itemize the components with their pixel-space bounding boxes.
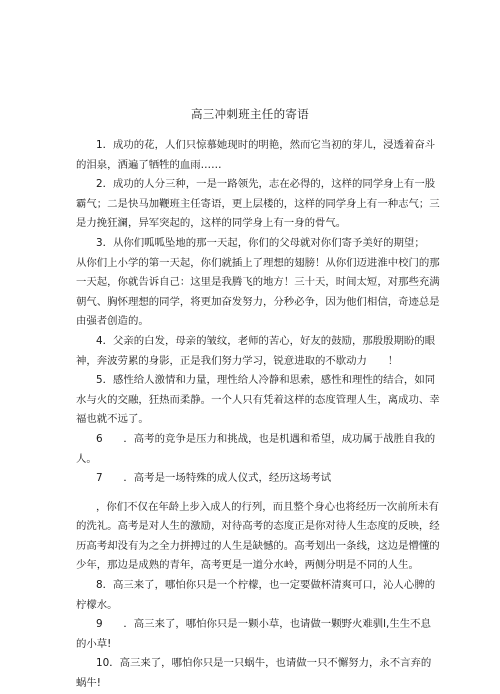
paragraph-9: 9 ．高三来了，哪怕你只是一颗小草，也请做一颗野火难驯l,生生不息的小草! xyxy=(76,618,431,650)
paragraph-10: 10．高三来了，哪怕你只是一只蜗牛，也请做一只不懈努力，永不言弃的蜗牛! xyxy=(76,657,432,690)
paragraph-3: 3．从你们呱呱坠地的那一天起，你们的父母就对你们寄予美好的期望； 从你们上小学的第一天起，你们就插上了理想的翅膀！从你们迈进淮中校门的那一天起，你就告诉自己：这里是我腾飞的地方！三十天，时间太短，对那些充满朝气、胸怀理想的同学，将更加奋发努力，分秒必争，因为他们相信，奇迹总是由强者创造的。 xyxy=(76,236,441,328)
document-body xyxy=(76,136,440,694)
paragraph-7-continued: ，你们不仅在年龄上步入成人的行列，而且整个身心也将经历一次前所未有的洗礼。高考是对人生的激励，对待高考的态度正是你对待人生态度的反映，经历高考却没有为之全力拼搏过的人生是缺憾的。高考划出一条线，这边是懵懂的少年，那边是成熟的青年，高考更是一道分水岭，两侧分明是不同的人生。 xyxy=(76,500,440,572)
document-title: 高三冲刺班主任的寄语 xyxy=(191,107,309,121)
paragraph-gap xyxy=(76,489,440,498)
paragraph-7: 7 ．高考是一场特殊的成人仪式，经历这场考试 xyxy=(96,472,332,485)
paragraph-5: 5．感性给人激情和力量，理性给人冷静和思索，感性和理性的结合，如同水与火的交融，狂热而柔静。一个人只有凭着这样的态度管理人生，离成功、幸福也就不远了。 xyxy=(76,374,440,426)
paragraph-2: 2．成功的人分三种，一是一路领先，志在必得的，这样的同学身上有一股霸气；二是快马加鞭班主任寄语，更上层楼的，这样的同学身上有一种志气；三是力挽狂澜，异军突起的，这样的同学身上有一身的骨气。 xyxy=(76,178,440,230)
paragraph-1: 1．成功的花，人们只惊慕她现时的明艳，然而它当初的芽儿，浸透着奋斗的泪泉，洒遍了牺牲的血雨…… xyxy=(76,139,436,171)
paragraph-8: 8．高三来了，哪怕你只是一个柠檬，也一定要做杯清爽可口，沁人心脾的柠檬水。 xyxy=(76,579,436,611)
paragraph-4: 4．父亲的白发，母亲的皱纹，老师的苦心，好友的鼓励，那殷殷期盼的眼神，奔波劳累的身影，正是我们努力学习，锐意进取的不歇动力 ！ xyxy=(76,334,436,367)
paragraph-6: 6 ．高考的竞争是压力和挑战，也是机遇和希望，成功属于战胜自我的人。 xyxy=(76,432,436,465)
